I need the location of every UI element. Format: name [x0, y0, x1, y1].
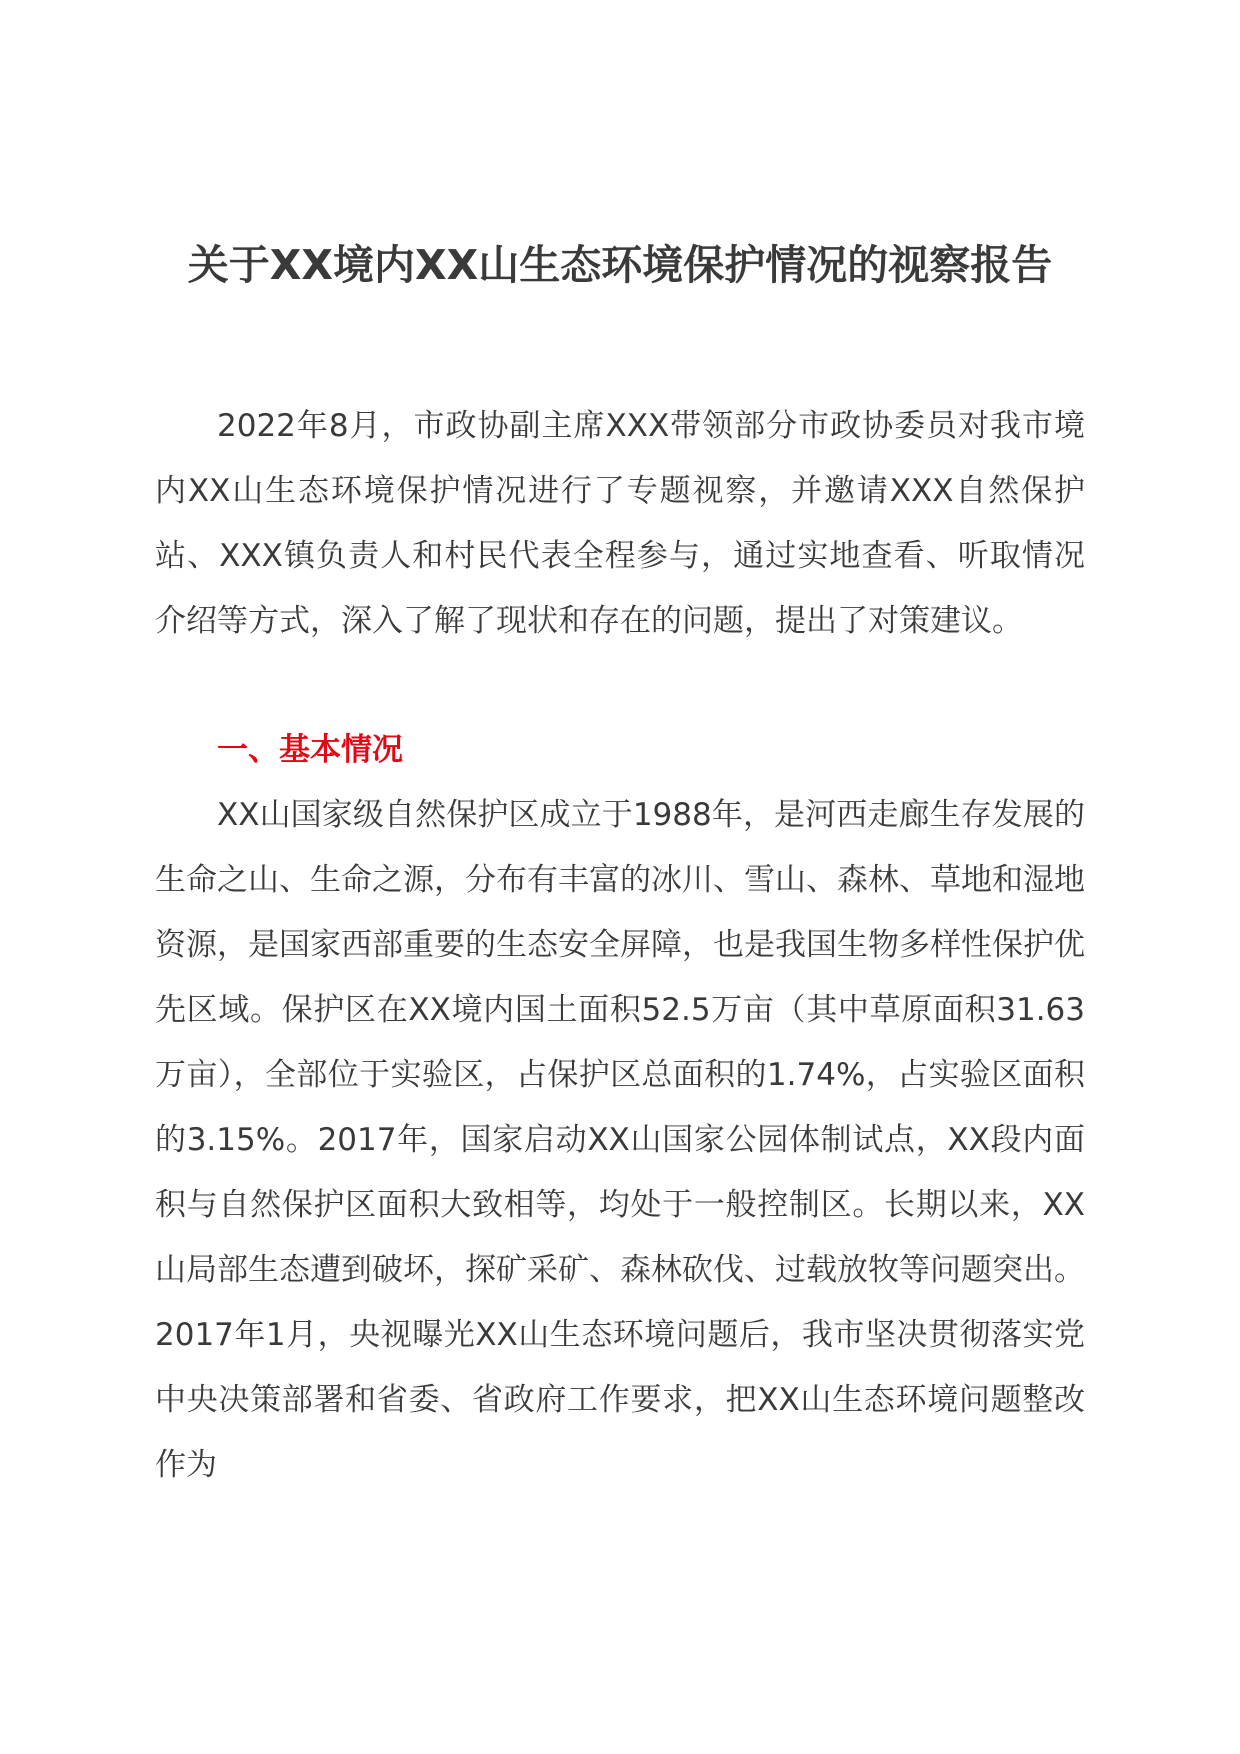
document-title: 关于XX境内XX山生态环境保护情况的视察报告 [187, 241, 1053, 289]
intro-paragraph: 2022年8月，市政协副主席XXX带领部分市政协委员对我市境内XX山生态环境保护情况进行了专题视察，并邀请XXX自然保护站、XXX镇负责人和村民代表全程参与，通过实地查看、听取情况介绍等方式，深入了解了现状和存在的问题，提出了对策建议。 [155, 408, 1085, 639]
basic-situation-paragraph: XX山国家级自然保护区成立于1988年，是河西走廊生存发展的生命之山、生命之源，分布有丰富的冰川、雪山、森林、草地和湿地资源，是国家西部重要的生态安全屏障，也是我国生物多样性保护优先区域。保护区在XX境内国土面积52.5万亩（其中草原面积31.63万亩），全部位于实验区，占保护区总面积的1.74%，占实验区面积的3.15%。2017年，国家启动XX山国家公园体制试点，XX段内面积与自然保护区面积大致相等，均处于一般控制区。长期以来，XX山局部生态遭到破坏，探矿采矿、森林砍伐、过载放牧等问题突出。2017年1月，央视曝光XX山生态环境问题后，我市坚决贯彻落实党中央决策部署和省委、省政府工作要求，把XX山生态环境问题整改作为 [155, 797, 1085, 1483]
section-heading-basic-situation: 一、基本情况 [217, 732, 403, 768]
